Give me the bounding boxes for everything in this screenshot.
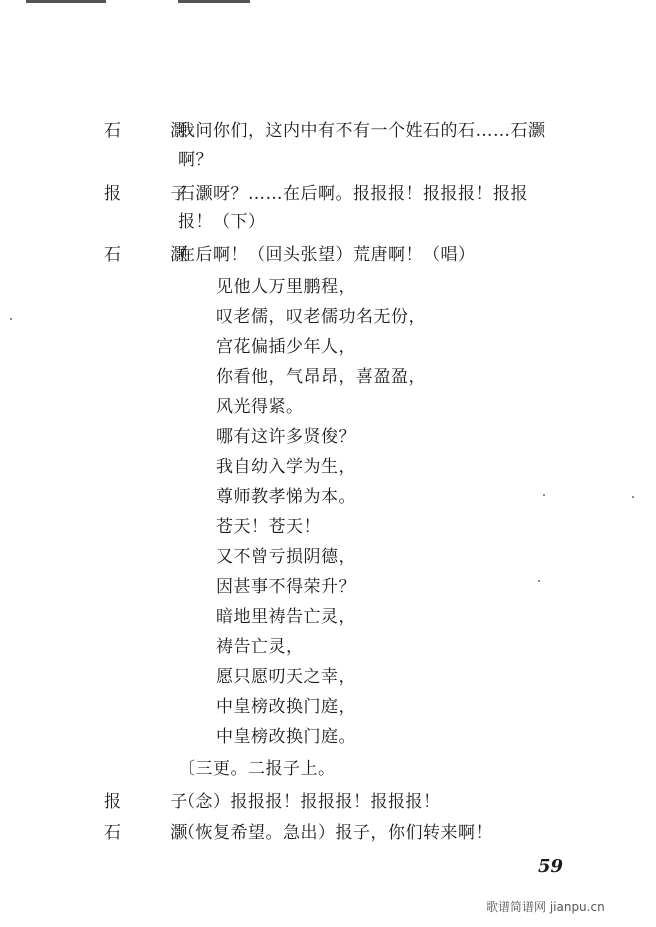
speaker-name: 石 灏	[104, 121, 210, 141]
verse-line: 祷告亡灵，	[216, 637, 304, 657]
scan-speck	[632, 496, 634, 498]
verse-line: 愿只愿叨天之幸，	[216, 667, 356, 687]
dialogue-line: 我问你们，这内中有不有一个姓石的石……石灏	[178, 121, 546, 141]
speaker-name: 石 灏	[104, 823, 210, 843]
dialogue-line: 石灏呀？……在后啊。报报报！报报报！报报	[178, 184, 528, 204]
speaker-name: 报 子	[104, 792, 210, 812]
scan-speck	[10, 318, 12, 320]
scan-speck	[543, 494, 545, 496]
dialogue-line: 在后啊！（回头张望）荒唐啊！（唱）	[178, 245, 476, 265]
verse-line: 风光得紧。	[216, 397, 304, 417]
verse-line: 尊师教孝悌为本。	[216, 487, 356, 507]
stage-direction: 〔三更。二报子上。	[178, 759, 336, 779]
verse-line: 宫花偏插少年人，	[216, 337, 356, 357]
top-rule-left	[26, 0, 106, 3]
verse-line: 中皇榜改换门庭，	[216, 697, 356, 717]
verse-line: 暗地里祷告亡灵，	[216, 607, 356, 627]
verse-line: 苍天！苍天！	[216, 517, 321, 537]
dialogue-line: （念）报报报！报报报！报报报！	[178, 792, 441, 812]
page-number: 59	[538, 856, 564, 877]
verse-line: 我自幼入学为生，	[216, 457, 356, 477]
verse-line: 哪有这许多贤俊？	[216, 427, 356, 447]
dialogue-line: （恢复希望。急出）报子，你们转来啊！	[178, 823, 493, 843]
top-rule-right	[178, 0, 250, 3]
verse-line: 中皇榜改换门庭。	[216, 727, 356, 747]
scan-speck	[538, 580, 540, 582]
dialogue-line: 啊？	[178, 150, 213, 170]
verse-line: 因甚事不得荣升？	[216, 577, 356, 597]
verse-line: 你看他，气昂昂，喜盈盈，	[216, 367, 426, 387]
speaker-name: 报 子	[104, 184, 210, 204]
verse-line: 叹老儒，叹老儒功名无份，	[216, 307, 426, 327]
speaker-name: 石 灏	[104, 245, 210, 265]
dialogue-line: 报！（下）	[178, 212, 266, 232]
verse-line: 见他人万里鹏程，	[216, 277, 356, 297]
verse-line: 又不曾亏损阴德，	[216, 547, 356, 567]
site-watermark: 歌谱简谱网 jianpu.cn	[486, 900, 605, 914]
